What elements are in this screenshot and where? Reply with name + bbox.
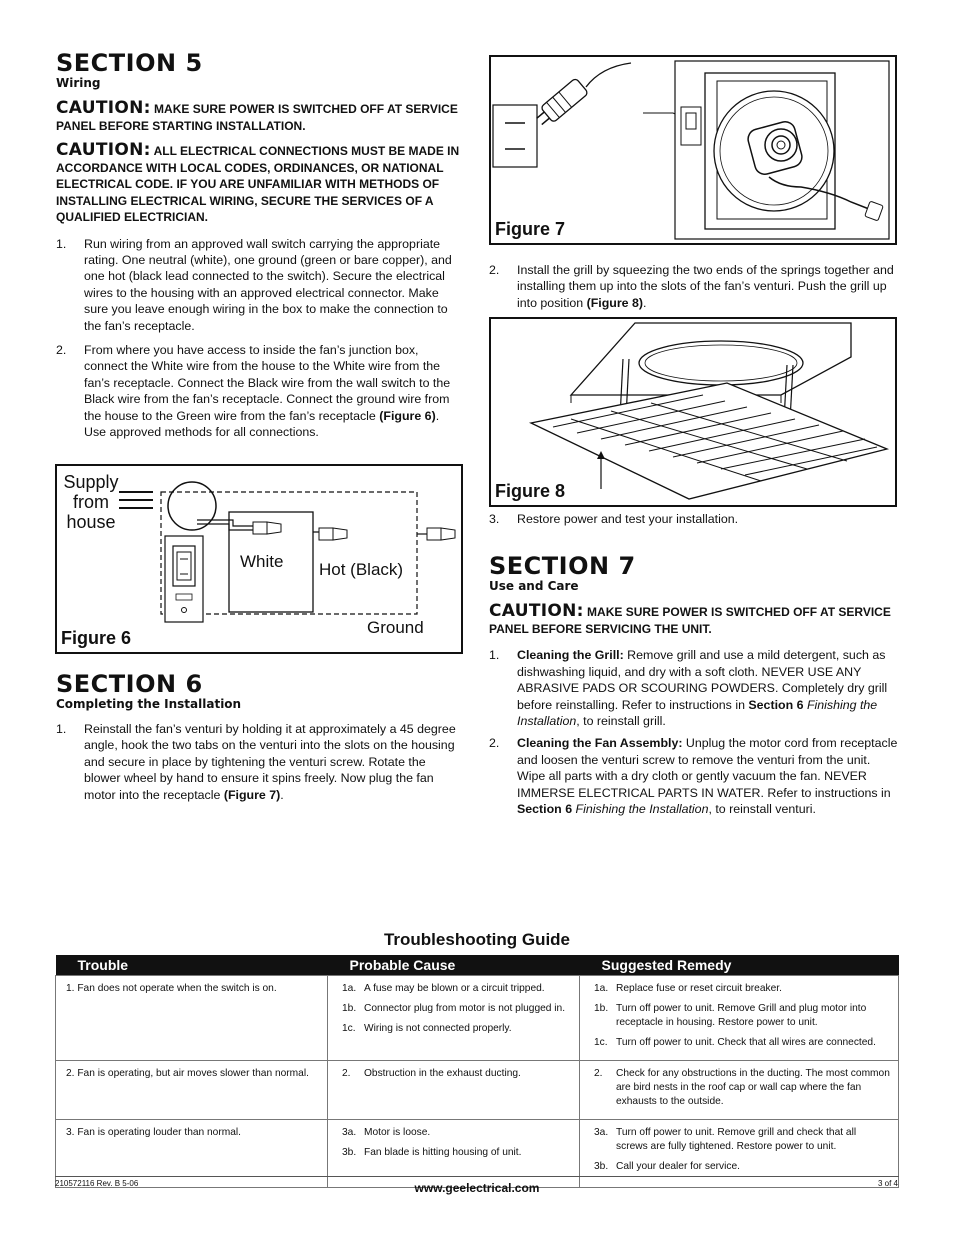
item-number: 1b. — [594, 1002, 609, 1014]
item-number: 1b. — [342, 1002, 357, 1014]
figure-7-label: Figure 7 — [495, 219, 566, 239]
figure-8-label: Figure 8 — [495, 481, 566, 501]
care-step-2 — [489, 735, 899, 817]
item-number: 3a. — [594, 1126, 609, 1138]
item-number: 1a. — [594, 982, 609, 994]
left-column — [56, 50, 464, 440]
list-item — [590, 1002, 890, 1030]
step-heading: Cleaning the Grill: — [517, 648, 624, 663]
item-text: Turn off power to unit. Remove grill and check that all screws are fully tightened. Restore power to unit. — [616, 1126, 857, 1152]
caution-text: MAKE SURE POWER IS SWITCHED OFF AT SERVICE PANEL BEFORE STARTING INSTALLATION. — [56, 102, 458, 133]
section-reference-title: Finishing the Installation — [517, 697, 878, 729]
cause-cell — [328, 975, 580, 1060]
caution-label: CAUTION: — [56, 98, 151, 118]
item-text: Turn off power to unit. Check that all wires are connected. — [616, 1036, 876, 1048]
item-number: 1c. — [342, 1022, 356, 1034]
section6-subtitle: Completing the Installation — [56, 697, 242, 711]
figure-reference: (Figure 7) — [223, 787, 281, 802]
list-item — [590, 1036, 890, 1050]
list-item — [338, 1067, 571, 1081]
item-text: Turn off power to unit. Remove Grill and plug motor into receptacle in housing. Restore power to unit. — [616, 1002, 867, 1028]
grill-install-step — [489, 254, 899, 311]
step-number: 2. — [56, 342, 67, 357]
troubleshooting-table — [55, 955, 899, 1188]
wiring-step-1 — [56, 236, 464, 334]
item-text: Obstruction in the exhaust ducting. — [364, 1067, 521, 1079]
table-header-row — [56, 955, 899, 975]
step-heading: Cleaning the Fan Assembly: — [517, 736, 683, 751]
trouble-cell: 3. Fan is operating louder than normal. — [56, 1119, 328, 1187]
white-wire-label: White — [240, 552, 284, 571]
section-reference-title: Finishing the Installation — [572, 802, 709, 817]
caution-text: ALL ELECTRICAL CONNECTIONS MUST BE MADE IN ACCORDANCE WITH LOCAL CODES, ORDINANCES, OR NATIONAL ELECTRICAL CODE. IF YOU ARE UNFAMILIAR WITH METHODS OF INSTALLING ELECTRICAL WIRING, SECURE THE SERVICES OF A QUALIFIED ELECTRICIAN. — [56, 144, 460, 224]
step-text: , to reinstall grill. — [576, 714, 666, 729]
page-number: 3 of 4 — [877, 1179, 898, 1188]
junction-box-knockout — [168, 482, 216, 530]
figure-reference: (Figure 6) — [379, 408, 436, 423]
section7-title: SECTION 7 — [489, 552, 636, 581]
step-text: From where you have access to inside the fan’s junction box, connect the White wire from the house to the White wire from the fan’s receptacle. Connect the Black wire from the wall switch to the Black wire from the fan’s receptacle. Connect the ground wire from the house to the Green wire from the fan’s receptacle — [84, 342, 451, 423]
figure-7-plug-motor — [489, 55, 897, 245]
caution-power-off — [56, 100, 464, 134]
step-text: Install the grill by squeezing the two ends of the springs together and installing them up into the slots of the fan’s venturi. Push the grill up into position — [517, 263, 894, 310]
table-row — [56, 975, 899, 1060]
figure-8-grill-install — [489, 317, 897, 507]
item-number: 3a. — [342, 1126, 357, 1138]
item-text: Motor is loose. — [364, 1126, 431, 1138]
item-number: 2. — [342, 1067, 351, 1079]
installation-step-1 — [56, 721, 464, 803]
supply-from-house-label — [63, 472, 119, 532]
list-item — [338, 1002, 571, 1016]
list-item — [338, 982, 571, 996]
section5-title: SECTION 5 — [56, 49, 203, 77]
list-item — [590, 982, 890, 996]
caution-label: CAUTION: — [56, 140, 151, 160]
footer-divider — [55, 1176, 899, 1177]
trouble-cell: 1. Fan does not operate when the switch is on. — [56, 975, 328, 1060]
column-header: Suggested Remedy — [580, 955, 899, 975]
figure-reference: (Figure 8) — [586, 295, 644, 310]
item-text: Connector plug from motor is not plugged in. — [364, 1002, 566, 1014]
step-number: 2. — [489, 263, 500, 277]
step-text: Reinstall the fan’s venturi by holding it at approximately a 45 degree angle, hook the two tabs on the venturi into the slots on the housing and secure in place by tightening the venturi screw. Rotate the blower wheel by hand to ensure it spins freely. Now plug the fan motor into the receptacle — [84, 722, 456, 802]
remedy-cell — [580, 1060, 899, 1119]
step-number: 1. — [56, 722, 67, 736]
item-text: Check for any obstructions in the ducting. The most common are bird nests in the roof cap or wall cap where the fan exhausts to the outside. — [616, 1067, 890, 1107]
step-text: . — [280, 787, 284, 802]
step-text: . — [643, 295, 647, 310]
list-item — [590, 1067, 890, 1109]
caution-electrical-codes — [56, 142, 464, 226]
section6-title: SECTION 6 — [56, 670, 203, 698]
list-item — [338, 1022, 571, 1036]
item-number: 3b. — [342, 1146, 357, 1158]
table-body — [56, 975, 899, 1187]
step-text: Unplug the motor cord from receptacle and loosen the venturi screw to remove the venturi from the unit. Wipe all parts with a dry cloth or gently vacuum the fan. NEVER IMMERSE ELECTRICAL PARTS IN WATER. Refer to instructions in — [517, 736, 898, 800]
section7-subtitle: Use and Care — [489, 579, 579, 594]
item-text: Replace fuse or reset circuit breaker. — [616, 982, 782, 994]
list-item — [338, 1126, 571, 1140]
item-number: 1c. — [594, 1036, 608, 1048]
list-item — [338, 1146, 571, 1160]
table-row — [56, 1060, 899, 1119]
section-reference: Section 6 — [517, 802, 573, 817]
section6 — [56, 671, 464, 803]
ground-wire-label: Ground — [367, 618, 424, 637]
right-lower-column — [489, 511, 899, 817]
trouble-cell: 2. Fan is operating, but air moves slower than normal. — [56, 1060, 328, 1119]
section5-subtitle: Wiring — [56, 76, 101, 90]
item-number: 2. — [594, 1067, 603, 1079]
caution-servicing — [489, 603, 899, 637]
plug-motor-drawing — [491, 57, 895, 243]
item-text: Call your dealer for service. — [616, 1160, 740, 1172]
section-reference: Section 6 — [748, 697, 804, 712]
step-number: 1. — [56, 236, 67, 251]
figure-6-label: Figure 6 — [61, 628, 132, 648]
step-text: . Use approved methods for all connections. — [84, 408, 440, 439]
step-number: 1. — [489, 648, 500, 663]
item-text: Fan blade is hitting housing of unit. — [364, 1146, 522, 1158]
installation-step-3 — [489, 511, 899, 527]
grill-drawing — [491, 319, 895, 505]
step-number: 3. — [489, 512, 500, 526]
item-number: 1a. — [342, 982, 357, 994]
list-item — [590, 1160, 890, 1174]
wiring-step-2 — [56, 342, 464, 440]
website-url: www.geelectrical.com — [414, 1181, 540, 1195]
step-number: 2. — [489, 736, 500, 751]
label-line: house — [66, 512, 116, 532]
label-line: from — [73, 492, 109, 512]
step-text: Remove grill and use a mild detergent, such as dishwashing liquid, and dry with a soft cloth. NEVER USE ANY ABRASIVE PADS OR SCOURING POWDERS. Completely dry grill before reinstalling. Refer to instructions in — [517, 648, 888, 712]
caution-text: MAKE SURE POWER IS SWITCHED OFF AT SERVICE PANEL BEFORE SERVICING THE UNIT. — [489, 605, 891, 636]
column-header: Probable Cause — [328, 955, 580, 975]
column-header: Trouble — [56, 955, 328, 975]
document-id: 210572116 Rev. B 5-06 — [55, 1179, 139, 1188]
caution-label: CAUTION: — [489, 601, 584, 622]
label-line: Supply — [63, 472, 119, 492]
item-text: Wiring is not connected properly. — [364, 1022, 512, 1034]
installation-step-2 — [489, 262, 899, 311]
cause-cell — [328, 1060, 580, 1119]
figure-6-wiring-diagram — [55, 464, 463, 654]
remedy-cell — [580, 975, 899, 1060]
item-text: A fuse may be blown or a circuit tripped. — [364, 982, 545, 994]
step-text: Run wiring from an approved wall switch carrying the appropriate rating. One neutral (white), one ground (green or bare copper), and one hot (black lead connected to the switch). Secure the electrical wires to the housing with an approved electrical connector. Make sure you leave enough wiring in the box to make the connection to the fan’s receptacle. — [84, 236, 452, 333]
item-number: 3b. — [594, 1160, 609, 1172]
troubleshooting-title: Troubleshooting Guide — [383, 930, 571, 949]
step-text: Restore power and test your installation. — [517, 512, 739, 526]
step-text: , to reinstall venturi. — [708, 802, 816, 817]
hot-wire-label: Hot (Black) — [319, 560, 404, 579]
care-step-1 — [489, 647, 899, 729]
list-item — [590, 1126, 890, 1154]
